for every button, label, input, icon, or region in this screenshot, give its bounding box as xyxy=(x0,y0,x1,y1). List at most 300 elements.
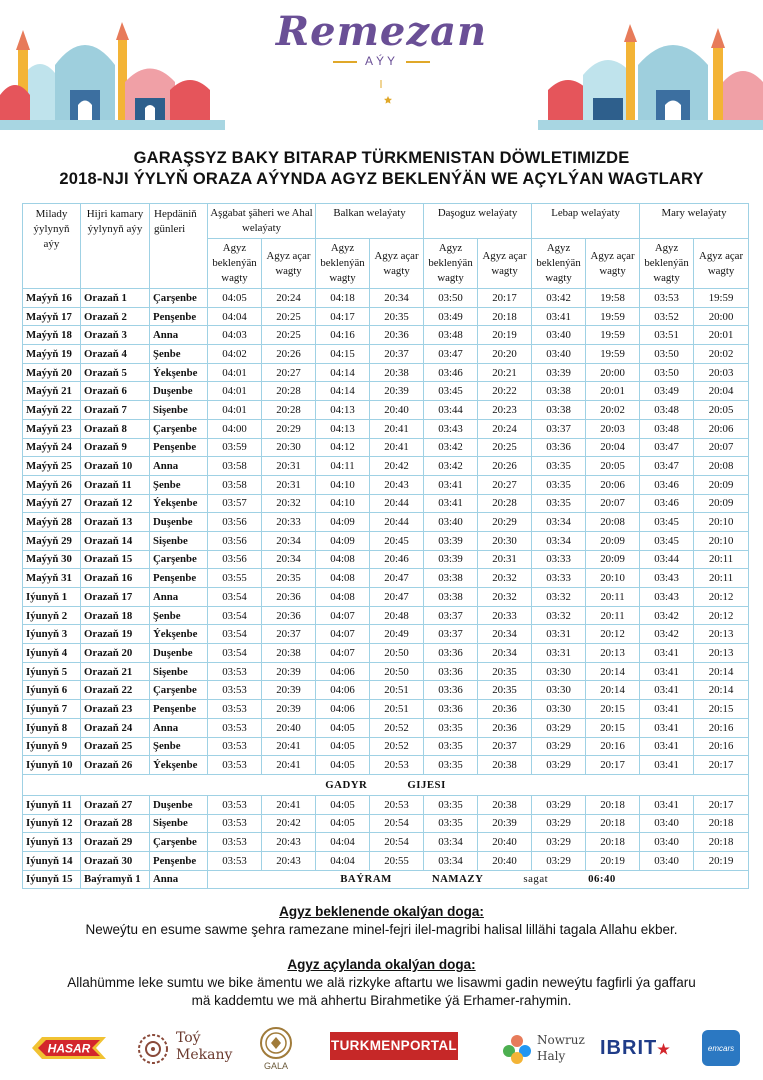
begin-time-cell: 03:29 xyxy=(532,718,586,737)
date-cell: Iýunyň 10 xyxy=(23,756,81,775)
date-cell: Iýunyň 15 xyxy=(23,870,81,889)
begin-time-cell: 03:32 xyxy=(532,606,586,625)
begin-time-cell: 04:06 xyxy=(316,700,370,719)
begin-time-cell: 03:53 xyxy=(208,795,262,814)
open-time-cell: 20:39 xyxy=(262,681,316,700)
toy-mekany-text xyxy=(176,1030,232,1064)
begin-time-cell: 03:39 xyxy=(424,531,478,550)
table-row xyxy=(23,550,749,569)
ornament-icon xyxy=(134,1030,172,1068)
begin-prayer-text: Neweýtu en esume sawme şehra ramezane minel-fejri ilel-magribi halisal lillähi tagala Allahu ekber. xyxy=(85,922,678,937)
open-time-cell: 20:31 xyxy=(478,550,532,569)
hijri-cell: Orazaň 30 xyxy=(81,851,150,870)
begin-time-cell: 03:53 xyxy=(208,681,262,700)
weekday-cell: Anna xyxy=(150,457,208,476)
header-region-mary: Mary welaýaty xyxy=(640,204,749,239)
open-time-cell: 20:16 xyxy=(694,737,749,756)
begin-time-cell: 03:41 xyxy=(640,737,694,756)
begin-time-cell: 03:46 xyxy=(424,363,478,382)
weekday-cell: Ýekşenbe xyxy=(150,494,208,513)
open-time-cell: 20:12 xyxy=(694,588,749,607)
begin-time-cell: 04:05 xyxy=(316,737,370,756)
date-cell: Iýunyň 11 xyxy=(23,795,81,814)
header-hijri: Hijri kamary ýylynyň aýy xyxy=(81,204,150,289)
begin-time-cell: 03:53 xyxy=(208,718,262,737)
open-time-cell: 20:08 xyxy=(694,457,749,476)
hijri-cell: Orazaň 16 xyxy=(81,569,150,588)
open-time-cell: 20:09 xyxy=(586,531,640,550)
table-row xyxy=(23,681,749,700)
date-cell: Iýunyň 9 xyxy=(23,737,81,756)
begin-time-cell: 03:56 xyxy=(208,513,262,532)
open-time-cell: 20:43 xyxy=(262,851,316,870)
open-time-cell: 20:28 xyxy=(262,401,316,420)
open-time-cell: 20:05 xyxy=(586,457,640,476)
open-time-cell: 20:38 xyxy=(478,756,532,775)
table-row xyxy=(23,756,749,775)
timetable-body xyxy=(23,289,749,889)
table-row xyxy=(23,625,749,644)
begin-time-cell: 04:01 xyxy=(208,382,262,401)
table-row xyxy=(23,438,749,457)
open-time-cell: 20:38 xyxy=(370,363,424,382)
begin-time-cell: 03:50 xyxy=(640,345,694,364)
open-time-cell: 20:09 xyxy=(694,475,749,494)
begin-time-cell: 03:41 xyxy=(640,644,694,663)
weekday-cell: Şenbe xyxy=(150,606,208,625)
open-time-cell: 20:08 xyxy=(586,513,640,532)
weekday-cell: Anna xyxy=(150,326,208,345)
open-time-cell: 20:20 xyxy=(478,345,532,364)
ibrit-text: IBRIT xyxy=(600,1037,658,1059)
open-time-cell: 20:17 xyxy=(694,795,749,814)
open-time-cell: 20:02 xyxy=(694,345,749,364)
begin-time-cell: 03:30 xyxy=(532,700,586,719)
table-row xyxy=(23,851,749,870)
open-time-cell: 20:26 xyxy=(478,457,532,476)
table-row xyxy=(23,419,749,438)
begin-time-cell: 04:01 xyxy=(208,363,262,382)
open-time-cell: 20:09 xyxy=(586,550,640,569)
begin-time-cell: 03:29 xyxy=(532,737,586,756)
open-time-cell: 20:47 xyxy=(370,588,424,607)
weekday-cell: Duşenbe xyxy=(150,644,208,663)
table-row xyxy=(23,457,749,476)
begin-time-cell: 04:10 xyxy=(316,494,370,513)
hijri-cell: Orazaň 5 xyxy=(81,363,150,382)
open-time-cell: 20:12 xyxy=(694,606,749,625)
date-cell: Maýyň 17 xyxy=(23,307,81,326)
begin-time-cell: 04:10 xyxy=(316,475,370,494)
hijri-cell: Orazaň 14 xyxy=(81,531,150,550)
begin-time-cell: 03:41 xyxy=(424,494,478,513)
open-time-cell: 20:40 xyxy=(478,833,532,852)
mekany-word: Mekany xyxy=(176,1047,233,1063)
begin-time-cell: 03:51 xyxy=(640,326,694,345)
begin-time-cell: 03:29 xyxy=(532,814,586,833)
hijri-cell: Orazaň 23 xyxy=(81,700,150,719)
hasar-logo xyxy=(28,1034,110,1062)
table-row xyxy=(23,662,749,681)
begin-time-cell: 04:05 xyxy=(316,718,370,737)
open-time-cell: 20:53 xyxy=(370,756,424,775)
open-time-cell: 19:59 xyxy=(586,307,640,326)
open-time-cell: 20:25 xyxy=(262,326,316,345)
begin-time-cell: 03:31 xyxy=(532,625,586,644)
open-time-cell: 20:23 xyxy=(478,401,532,420)
open-time-cell: 20:53 xyxy=(370,795,424,814)
open-time-cell: 20:43 xyxy=(370,475,424,494)
weekday-cell: Sişenbe xyxy=(150,531,208,550)
open-time-cell: 20:37 xyxy=(370,345,424,364)
weekday-cell: Ýekşenbe xyxy=(150,625,208,644)
table-row xyxy=(23,569,749,588)
begin-time-cell: 03:35 xyxy=(424,814,478,833)
begin-time-cell: 03:43 xyxy=(424,419,478,438)
begin-time-cell: 03:53 xyxy=(208,814,262,833)
open-time-cell: 20:05 xyxy=(694,401,749,420)
begin-time-cell: 03:45 xyxy=(640,531,694,550)
open-time-cell: 20:41 xyxy=(370,419,424,438)
begin-time-cell: 03:55 xyxy=(208,569,262,588)
open-time-cell: 20:28 xyxy=(262,382,316,401)
begin-time-cell: 04:13 xyxy=(316,419,370,438)
open-time-cell: 20:35 xyxy=(370,307,424,326)
open-time-cell: 20:16 xyxy=(586,737,640,756)
header-weekday: Hepdäniň günleri xyxy=(150,204,208,289)
date-cell: Maýyň 25 xyxy=(23,457,81,476)
begin-time-cell: 03:41 xyxy=(640,718,694,737)
begin-time-cell: 04:06 xyxy=(316,681,370,700)
weekday-cell: Ýekşenbe xyxy=(150,756,208,775)
begin-time-cell: 04:08 xyxy=(316,550,370,569)
date-cell: Iýunyň 5 xyxy=(23,662,81,681)
open-time-cell: 20:15 xyxy=(586,718,640,737)
weekday-cell: Çarşenbe xyxy=(150,419,208,438)
begin-time-cell: 03:53 xyxy=(208,833,262,852)
open-time-cell: 20:18 xyxy=(586,814,640,833)
open-time-cell: 20:33 xyxy=(478,606,532,625)
open-time-cell: 20:40 xyxy=(478,851,532,870)
open-time-cell: 20:43 xyxy=(262,833,316,852)
subheader-begin-time: Agyz beklenýän wagty xyxy=(640,239,694,289)
begin-time-cell: 03:40 xyxy=(640,851,694,870)
begin-time-cell: 03:42 xyxy=(424,457,478,476)
open-time-cell: 20:55 xyxy=(370,851,424,870)
hijri-cell: Orazaň 29 xyxy=(81,833,150,852)
open-time-cell: 20:51 xyxy=(370,700,424,719)
open-time-cell: 20:36 xyxy=(478,718,532,737)
open-time-cell: 20:17 xyxy=(694,756,749,775)
open-time-cell: 20:41 xyxy=(262,737,316,756)
open-time-cell: 20:12 xyxy=(586,625,640,644)
open-time-cell: 20:25 xyxy=(262,307,316,326)
subheader-begin-time: Agyz beklenýän wagty xyxy=(316,239,370,289)
begin-time-cell: 03:37 xyxy=(424,625,478,644)
flower-icon xyxy=(500,1032,534,1066)
open-prayer-text-line1: Allahümme leke sumtu we bike ämentu we alä rizkyke aftartu we lisawmi gadin neweýtu fagfirli ýa gaffaru xyxy=(67,975,696,990)
begin-time-cell: 03:36 xyxy=(424,681,478,700)
open-time-cell: 20:14 xyxy=(586,662,640,681)
hijri-cell: Orazaň 12 xyxy=(81,494,150,513)
begin-time-cell: 04:03 xyxy=(208,326,262,345)
table-row xyxy=(23,718,749,737)
weekday-cell: Anna xyxy=(150,718,208,737)
begin-time-cell: 04:01 xyxy=(208,401,262,420)
begin-time-cell: 04:11 xyxy=(316,457,370,476)
begin-time-cell: 03:48 xyxy=(640,419,694,438)
open-time-cell: 20:14 xyxy=(586,681,640,700)
open-time-cell: 20:32 xyxy=(478,588,532,607)
open-time-cell: 20:52 xyxy=(370,737,424,756)
weekday-cell: Penşenbe xyxy=(150,569,208,588)
subheader-begin-time: Agyz beklenýän wagty xyxy=(532,239,586,289)
gadyr-gijesi-row xyxy=(23,774,749,795)
open-time-cell: 20:11 xyxy=(694,569,749,588)
subheader-open-time: Agyz açar wagty xyxy=(262,239,316,289)
begin-time-cell: 03:32 xyxy=(532,588,586,607)
date-cell: Maýyň 24 xyxy=(23,438,81,457)
open-time-cell: 20:49 xyxy=(370,625,424,644)
subheader-open-time: Agyz açar wagty xyxy=(478,239,532,289)
date-cell: Maýyň 22 xyxy=(23,401,81,420)
open-time-cell: 20:00 xyxy=(586,363,640,382)
begin-time-cell: 03:40 xyxy=(640,833,694,852)
open-time-cell: 20:19 xyxy=(478,326,532,345)
begin-time-cell: 04:04 xyxy=(316,851,370,870)
table-row xyxy=(23,531,749,550)
begin-time-cell: 03:40 xyxy=(640,814,694,833)
hijri-cell: Orazaň 22 xyxy=(81,681,150,700)
open-time-cell: 20:54 xyxy=(370,814,424,833)
subheader-open-time: Agyz açar wagty xyxy=(694,239,749,289)
open-time-cell: 20:19 xyxy=(694,851,749,870)
begin-time-cell: 03:34 xyxy=(424,851,478,870)
date-cell: Iýunyň 6 xyxy=(23,681,81,700)
open-time-cell: 20:45 xyxy=(370,531,424,550)
hijri-cell: Orazaň 26 xyxy=(81,756,150,775)
open-time-cell: 20:18 xyxy=(478,307,532,326)
weekday-cell: Duşenbe xyxy=(150,795,208,814)
begin-time-cell: 04:18 xyxy=(316,289,370,308)
open-time-cell: 20:00 xyxy=(694,307,749,326)
hasar-text: HASAR xyxy=(47,1041,91,1056)
bayram-row xyxy=(23,870,749,889)
hijri-cell: Orazaň 25 xyxy=(81,737,150,756)
open-time-cell: 20:50 xyxy=(370,662,424,681)
star-icon: ★ xyxy=(657,1041,671,1057)
open-time-cell: 20:41 xyxy=(262,795,316,814)
begin-time-cell: 03:45 xyxy=(424,382,478,401)
date-cell: Iýunyň 1 xyxy=(23,588,81,607)
weekday-cell: Şenbe xyxy=(150,475,208,494)
open-prayer-title: Agyz açylanda okalýan doga: xyxy=(287,957,476,972)
begin-time-cell: 04:05 xyxy=(316,756,370,775)
open-time-cell: 20:18 xyxy=(586,833,640,852)
open-time-cell: 20:11 xyxy=(694,550,749,569)
open-time-cell: 20:18 xyxy=(586,795,640,814)
open-time-cell: 20:13 xyxy=(586,644,640,663)
table-row xyxy=(23,737,749,756)
begin-time-cell: 03:53 xyxy=(208,851,262,870)
open-time-cell: 20:35 xyxy=(262,569,316,588)
begin-time-cell: 03:29 xyxy=(532,833,586,852)
open-time-cell: 20:21 xyxy=(478,363,532,382)
begin-time-cell: 03:41 xyxy=(640,681,694,700)
hijri-cell: Orazaň 17 xyxy=(81,588,150,607)
bayram-word-4: 06:40 xyxy=(588,873,616,886)
nowruz-word: Nowruz xyxy=(537,1033,585,1047)
table-row xyxy=(23,326,749,345)
open-time-cell: 20:27 xyxy=(478,475,532,494)
hijri-cell: Orazaň 27 xyxy=(81,795,150,814)
begin-time-cell: 03:40 xyxy=(424,513,478,532)
begin-time-cell: 04:07 xyxy=(316,625,370,644)
open-time-cell: 20:14 xyxy=(694,662,749,681)
date-cell: Iýunyň 13 xyxy=(23,833,81,852)
table-row xyxy=(23,644,749,663)
begin-time-cell: 03:42 xyxy=(532,289,586,308)
open-time-cell: 20:06 xyxy=(586,475,640,494)
open-time-cell: 20:13 xyxy=(694,625,749,644)
open-time-cell: 20:24 xyxy=(262,289,316,308)
open-time-cell: 20:01 xyxy=(694,326,749,345)
haly-word: Haly xyxy=(537,1049,566,1063)
nowruz-haly-text xyxy=(537,1032,585,1064)
begin-time-cell: 03:38 xyxy=(424,569,478,588)
hijri-cell: Orazaň 13 xyxy=(81,513,150,532)
begin-time-cell: 03:35 xyxy=(424,756,478,775)
open-time-cell: 20:31 xyxy=(262,457,316,476)
begin-time-cell: 03:33 xyxy=(532,550,586,569)
bayram-word-2: NAMAZY xyxy=(431,873,484,886)
open-time-cell: 20:36 xyxy=(478,700,532,719)
open-prayer-text-line2: mä kaddemtu we mä ahhertu Birahmetike ýä Erhamer-rahymin. xyxy=(191,993,572,1008)
begin-time-cell: 04:05 xyxy=(316,795,370,814)
date-cell: Iýunyň 4 xyxy=(23,644,81,663)
date-cell: Maýyň 28 xyxy=(23,513,81,532)
open-time-cell: 20:15 xyxy=(586,700,640,719)
weekday-cell: Penşenbe xyxy=(150,851,208,870)
open-time-cell: 19:59 xyxy=(586,345,640,364)
open-time-cell: 20:04 xyxy=(694,382,749,401)
weekday-cell: Duşenbe xyxy=(150,382,208,401)
open-time-cell: 20:42 xyxy=(370,457,424,476)
open-time-cell: 20:35 xyxy=(478,681,532,700)
begin-time-cell: 03:41 xyxy=(532,307,586,326)
table-row xyxy=(23,345,749,364)
date-cell: Maýyň 30 xyxy=(23,550,81,569)
open-time-cell: 20:34 xyxy=(262,531,316,550)
begin-time-cell: 04:14 xyxy=(316,382,370,401)
hijri-cell: Orazaň 19 xyxy=(81,625,150,644)
weekday-cell: Ýekşenbe xyxy=(150,363,208,382)
begin-time-cell: 03:43 xyxy=(640,569,694,588)
hijri-cell: Orazaň 6 xyxy=(81,382,150,401)
open-time-cell: 20:46 xyxy=(370,550,424,569)
open-time-cell: 20:36 xyxy=(262,588,316,607)
begin-time-cell: 03:41 xyxy=(424,475,478,494)
begin-time-cell: 04:07 xyxy=(316,606,370,625)
header-region-ashgabat: Aşgabat şäheri we Ahal welaýaty xyxy=(208,204,316,239)
begin-time-cell: 03:40 xyxy=(532,345,586,364)
begin-time-cell: 04:07 xyxy=(316,644,370,663)
begin-time-cell: 03:39 xyxy=(424,550,478,569)
open-time-cell: 20:32 xyxy=(478,569,532,588)
hijri-cell: Orazaň 18 xyxy=(81,606,150,625)
begin-time-cell: 03:30 xyxy=(532,662,586,681)
open-time-cell: 20:10 xyxy=(586,569,640,588)
begin-time-cell: 03:53 xyxy=(208,756,262,775)
begin-time-cell: 04:04 xyxy=(316,833,370,852)
open-time-cell: 20:07 xyxy=(586,494,640,513)
table-row xyxy=(23,382,749,401)
open-time-cell: 20:40 xyxy=(262,718,316,737)
open-time-cell: 20:16 xyxy=(694,718,749,737)
begin-time-cell: 03:37 xyxy=(424,606,478,625)
emcars-logo xyxy=(702,1030,740,1066)
table-row xyxy=(23,475,749,494)
open-time-cell: 20:34 xyxy=(478,644,532,663)
open-time-cell: 20:32 xyxy=(262,494,316,513)
begin-time-cell: 03:29 xyxy=(532,851,586,870)
open-time-cell: 20:41 xyxy=(262,756,316,775)
table-row xyxy=(23,513,749,532)
begin-prayer-title: Agyz beklenende okalýan doga: xyxy=(279,904,484,919)
table-row xyxy=(23,307,749,326)
bayram-namazy-label xyxy=(208,870,749,889)
hijri-cell: Orazaň 1 xyxy=(81,289,150,308)
date-cell: Maýyň 31 xyxy=(23,569,81,588)
turkmenportal-logo: TURKMENPORTAL xyxy=(330,1032,458,1060)
date-cell: Iýunyň 8 xyxy=(23,718,81,737)
begin-time-cell: 03:36 xyxy=(424,700,478,719)
prayers-section xyxy=(0,903,763,1010)
header-banner xyxy=(0,0,763,135)
begin-time-cell: 03:37 xyxy=(532,419,586,438)
weekday-cell: Anna xyxy=(150,870,208,889)
date-cell: Iýunyň 2 xyxy=(23,606,81,625)
open-time-cell: 20:36 xyxy=(262,606,316,625)
open-time-cell: 20:30 xyxy=(262,438,316,457)
table-row xyxy=(23,833,749,852)
table-row xyxy=(23,700,749,719)
date-cell: Maýyň 19 xyxy=(23,345,81,364)
begin-time-cell: 03:48 xyxy=(424,326,478,345)
open-time-cell: 20:37 xyxy=(478,737,532,756)
open-time-cell: 20:18 xyxy=(694,833,749,852)
hijri-cell: Orazaň 3 xyxy=(81,326,150,345)
weekday-cell: Çarşenbe xyxy=(150,289,208,308)
begin-time-cell: 03:58 xyxy=(208,457,262,476)
table-row xyxy=(23,795,749,814)
open-time-cell: 20:10 xyxy=(694,513,749,532)
begin-time-cell: 03:42 xyxy=(640,625,694,644)
begin-time-cell: 04:15 xyxy=(316,345,370,364)
begin-time-cell: 04:14 xyxy=(316,363,370,382)
begin-time-cell: 03:35 xyxy=(532,475,586,494)
page-heading xyxy=(0,148,763,190)
begin-time-cell: 03:49 xyxy=(424,307,478,326)
date-cell: Maýyň 21 xyxy=(23,382,81,401)
begin-time-cell: 03:35 xyxy=(532,494,586,513)
begin-time-cell: 03:54 xyxy=(208,606,262,625)
toy-mekany-logo xyxy=(134,1030,234,1070)
date-cell: Iýunyň 3 xyxy=(23,625,81,644)
date-cell: Maýyň 29 xyxy=(23,531,81,550)
begin-time-cell: 04:09 xyxy=(316,513,370,532)
subheader-open-time: Agyz açar wagty xyxy=(370,239,424,289)
